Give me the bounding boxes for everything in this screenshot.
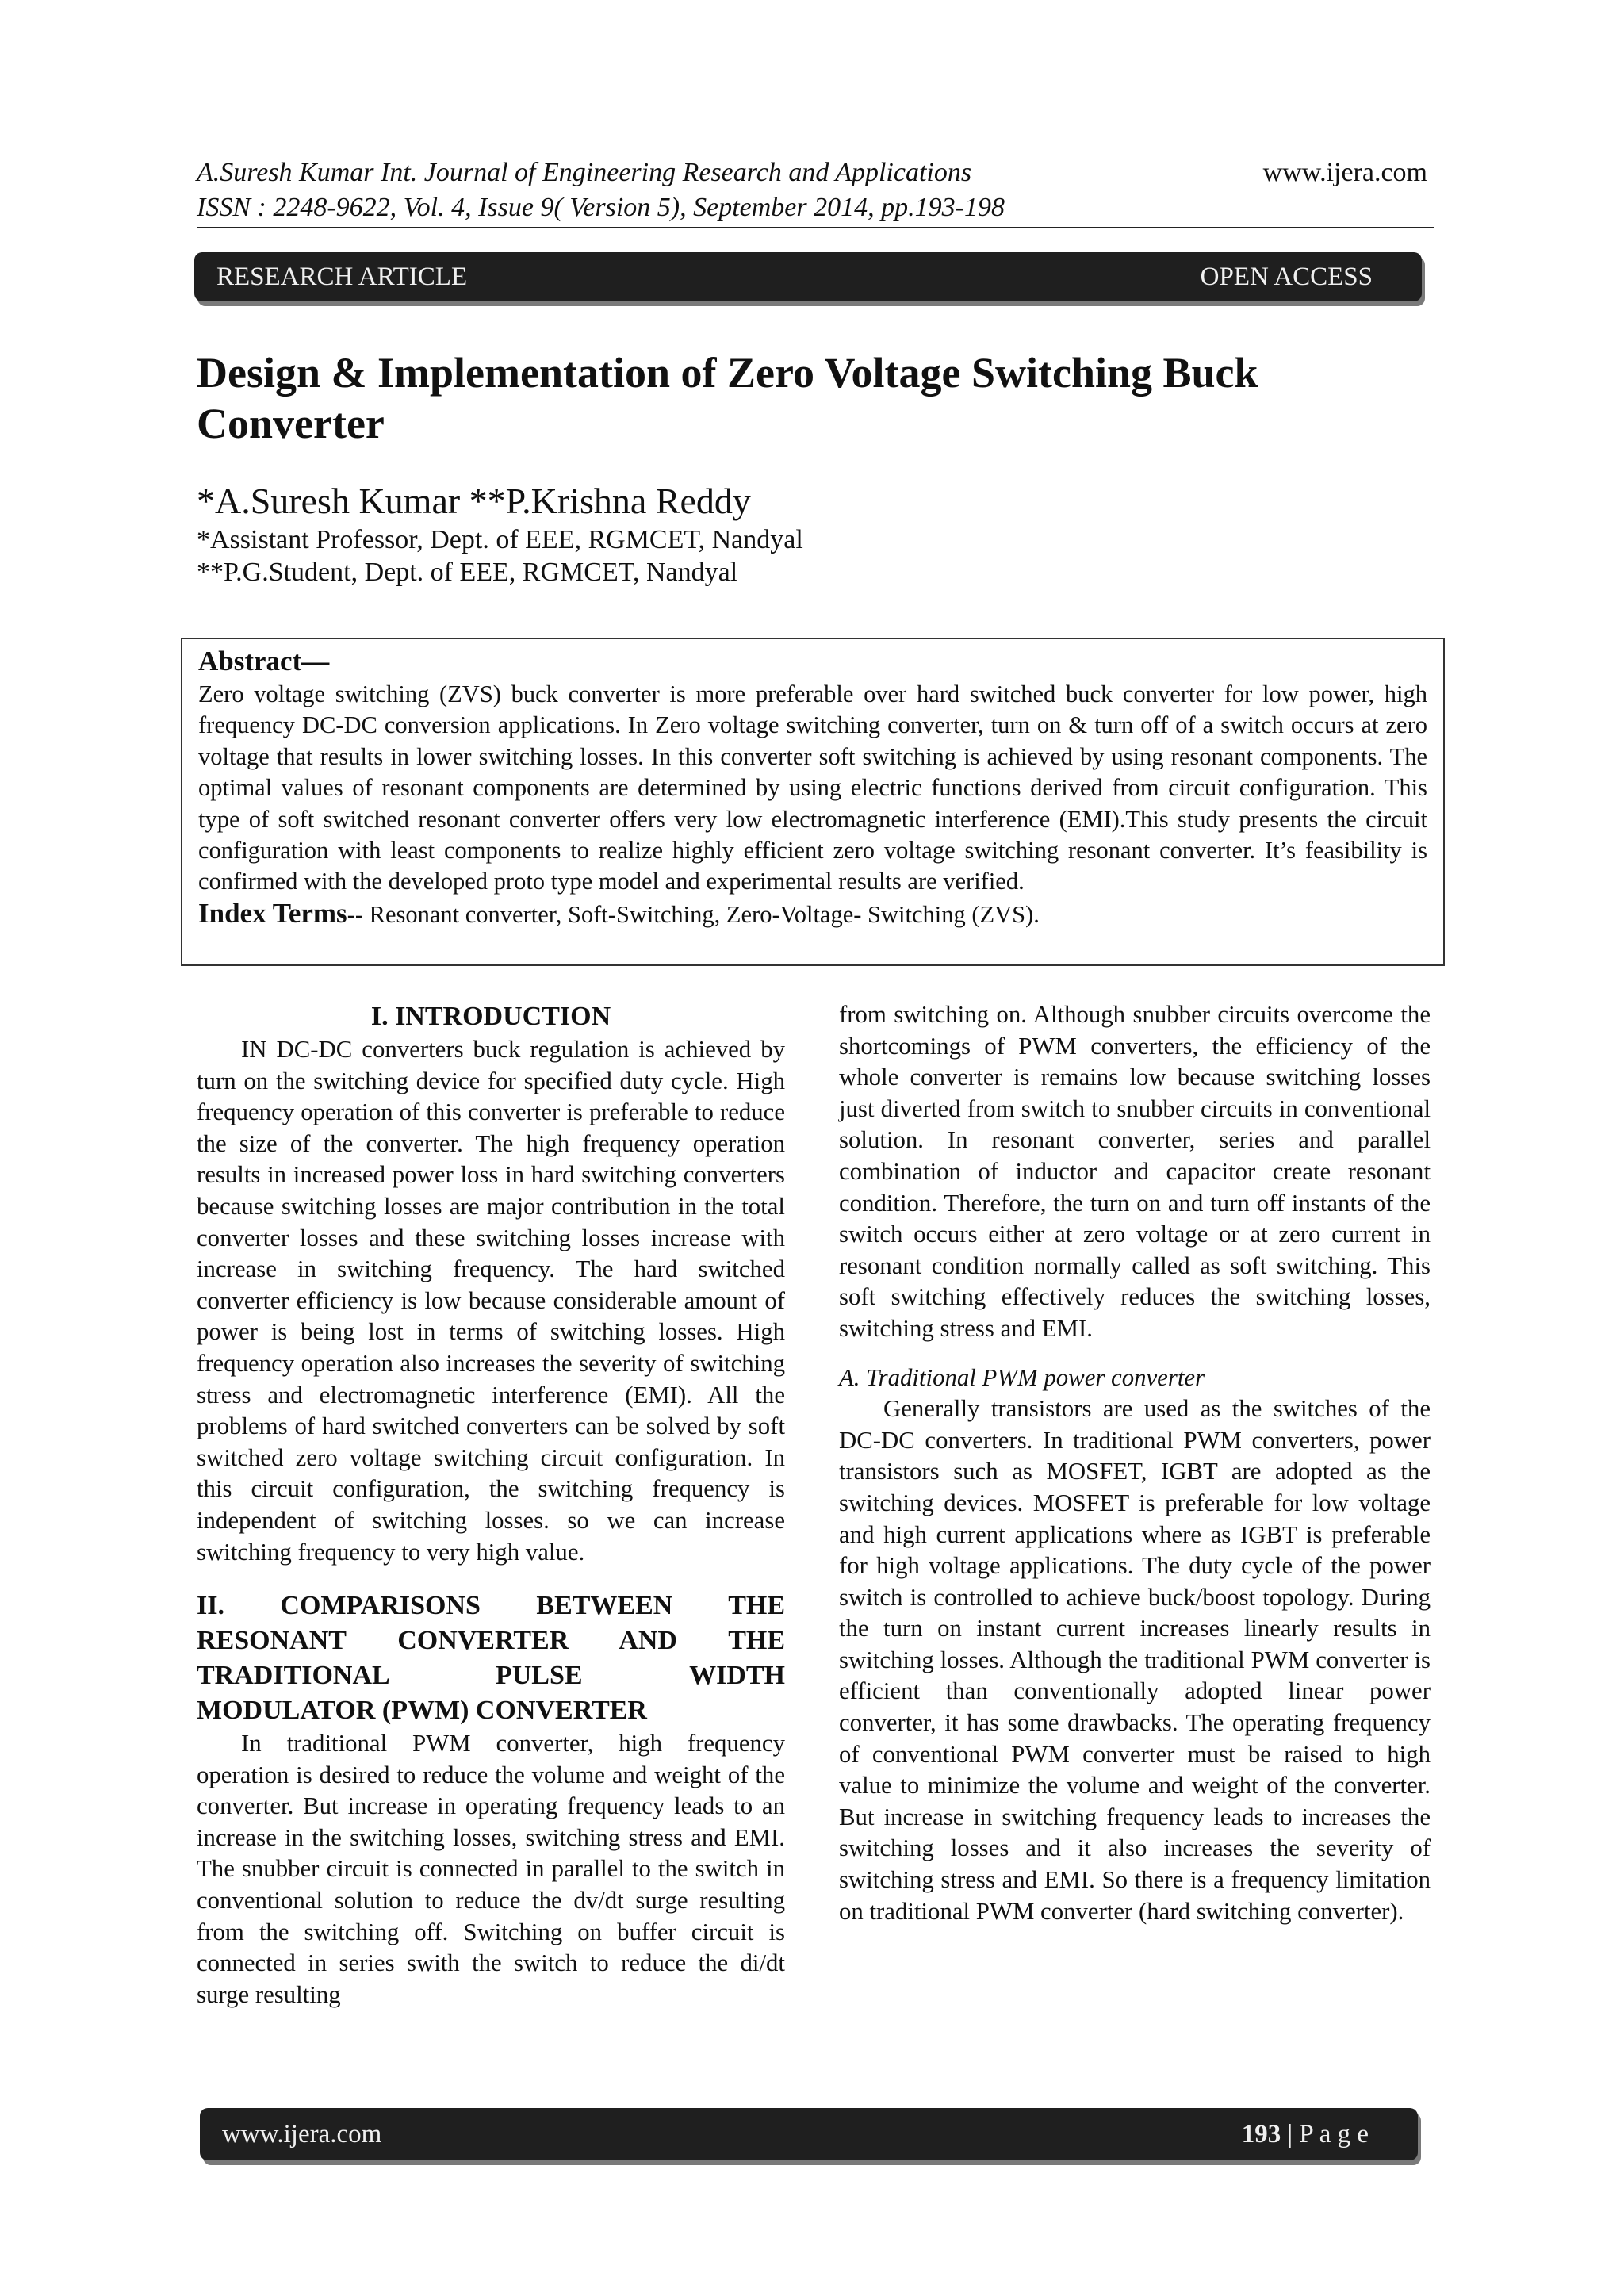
affiliation-2: **P.G.Student, Dept. of EEE, RGMCET, Nandyal [197,558,738,587]
abstract-text: Zero voltage switching (ZVS) buck converter is more preferable over hard switched buck converter for low power, high frequency DC-DC conversion applications. In Zero voltage switching converter, turn on & turn off of a switch occurs at zero voltage that results in lower switching losses. In this converter soft switching is achieved by using resonant components. The optimal values of resonant components are determined by using electric functions derived from circuit configuration. This type of soft switched resonant converter offers very low electromagnetic interference (EMI).This study presents the circuit configuration with least components to realize highly efficient zero voltage switching resonant converter. It’s feasibility is confirmed with the developed proto type model and experimental results are verified. [198,680,1427,895]
section-heading-comparisons-line-3: TRADITIONAL PULSE WIDTH [197,1661,785,1691]
header-website[interactable]: www.ijera.com [1262,158,1427,187]
page-suffix: | P a g e [1281,2119,1369,2148]
left-column [197,999,785,2010]
index-terms-text: -- Resonant converter, Soft-Switching, Zero-Voltage- Switching (ZVS). [347,900,1040,928]
author-affiliations [197,523,803,588]
paper-authors: *A.Suresh Kumar **P.Krishna Reddy [197,481,751,521]
comparisons-paragraph: In traditional PWM converter, high frequency operation is desired to reduce the volume and weight of the converter. But increase in operating frequency leads to an increase in the switching losses, switching stress and EMI. The snubber circuit is connected in parallel to the switch in conventional solution to reduce the dv/dt surge resulting from the switching off. Switching on buffer circuit is connected in series swith the switch to reduce the di/dt surge resulting [197,1730,785,2008]
page-footer [200,2108,1418,2160]
section-heading-comparisons-line-2: RESONANT CONVERTER AND THE [197,1626,785,1656]
open-access-label: OPEN ACCESS [1200,262,1373,291]
page-number: 193 [1241,2119,1281,2148]
abstract-heading: Abstract— [198,646,330,677]
journal-citation [197,155,1005,225]
comparisons-continued-paragraph: from switching on. Although snubber circuits overcome the shortcomings of PWM converters, the efficiency of the whole converter is remains low because switching losses just diverted from switch to snubber circuits in conventional solution. In resonant converter, series and parallel combination of inductor and capacitor create resonant condition. Therefore, the turn on and turn off instants of the switch occurs either at zero voltage or at zero current in resonant condition normally called as soft switching. This soft switching effectively reduces the switching losses, switching stress and EMI. [839,1001,1431,1342]
subsection-heading-traditional-pwm: A. Traditional PWM power converter [839,1363,1205,1391]
index-terms [198,898,1427,930]
page-indicator [1242,2120,1369,2149]
abstract-box [181,638,1445,966]
section-heading-comparisons-line-4: MODULATOR (PWM) CONVERTER [197,1696,647,1726]
traditional-pwm-paragraph: Generally transistors are used as the switches of the DC-DC converters. In traditional PWM converters, power transistors such as MOSFET, IGBT are adopted as the switching devices. MOSFET is preferable for low voltage and high current applications where as IGBT is preferable for high voltage applications. The duty cycle of the power switch is controlled to achieve buck/boost topology. During the turn on instant current increases linearly results in switching losses. Although the traditional PWM converter is efficient than conventionally adopted linear power converter, it has some drawbacks. The operating frequency of conventional PWM converter must be raised to high value to minimize the volume and weight of the converter. But increase in switching frequency leads to increases the switching losses and it also increases the severity of switching stress and EMI. So there is a frequency limitation on traditional PWM converter (hard switching converter). [839,1395,1431,1925]
introduction-paragraph: IN DC-DC converters buck regulation is achieved by turn on the switching device for specified duty cycle. High frequency operation of this converter is preferable to reduce the size of the converter. The high frequency operation results in increased power loss in hard switching converters because switching losses are major contribution in the total converter losses and these switching losses increase with increase in switching frequency. The hard switched converter efficiency is low because considerable amount of power is being lost in terms of switching losses. High frequency operation also increases the severity of switching stress and electromagnetic interference (EMI). All the problems of hard switched converters can be solved by soft switched zero voltage switching circuit configuration. In this circuit configuration, the switching frequency is independent of switching losses. so we can increase switching frequency to very high value. [197,1036,785,1566]
right-column [839,999,1431,1927]
section-heading-introduction: I. INTRODUCTION [370,1002,611,1031]
header-divider [197,227,1434,228]
journal-line-2: ISSN : 2248-9622, Vol. 4, Issue 9( Version 5), September 2014, pp.193-198 [197,193,1005,222]
article-type-banner [194,252,1422,301]
index-terms-label: Index Terms [198,897,347,929]
footer-website[interactable]: www.ijera.com [222,2119,382,2148]
section-heading-comparisons-line-1: II. COMPARISONS BETWEEN THE [197,1591,785,1621]
journal-line-1: A.Suresh Kumar Int. Journal of Engineering Research and Applications [197,158,972,187]
paper-title: Design & Implementation of Zero Voltage Switching Buck Converter [197,349,1258,447]
affiliation-1: *Assistant Professor, Dept. of EEE, RGMCET, Nandyal [197,525,803,554]
research-article-label: RESEARCH ARTICLE [216,262,468,291]
